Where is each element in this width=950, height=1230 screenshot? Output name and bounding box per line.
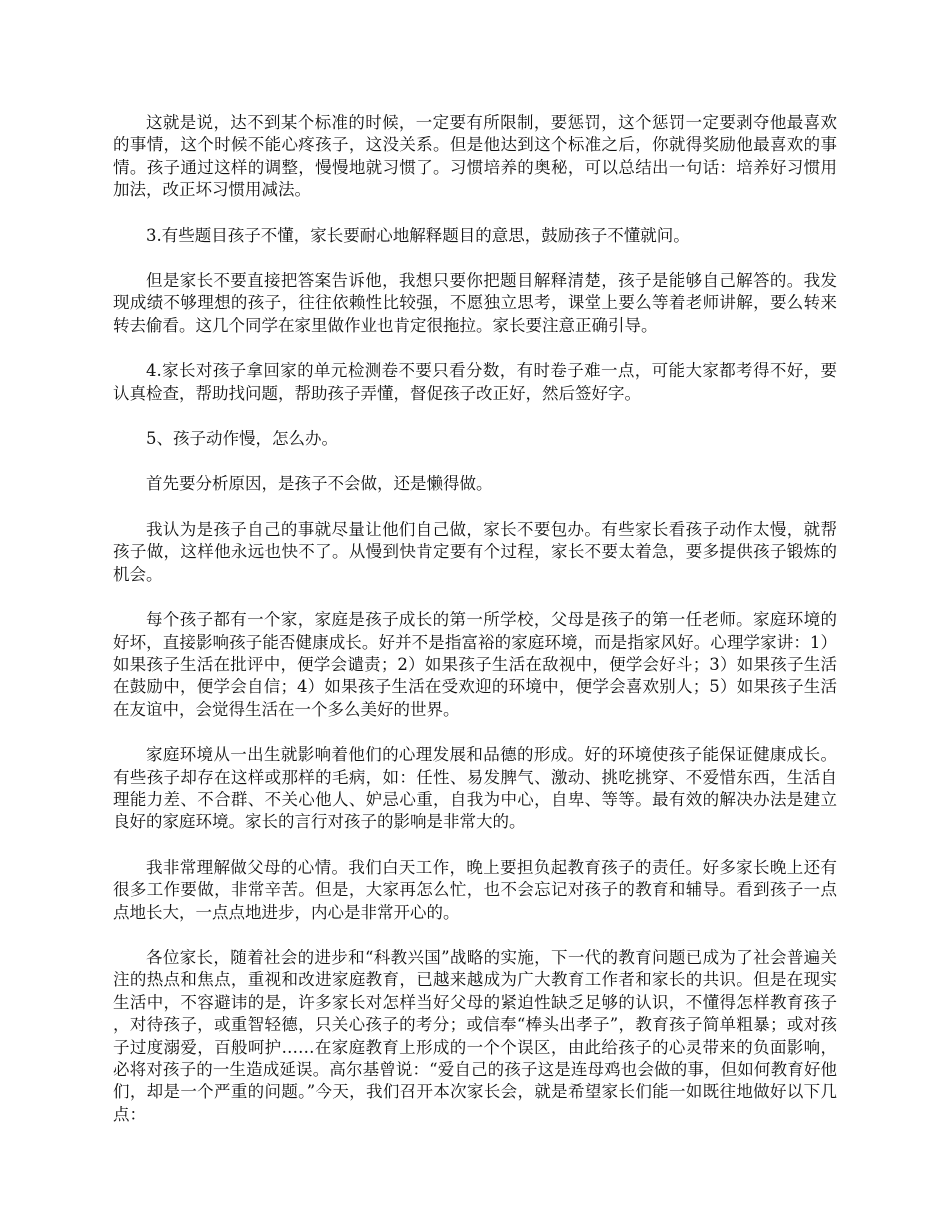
paragraph-parents-feelings: 我非常理解做父母的心情。我们白天工作，晚上要担负起教育孩子的责任。好多家长晚上还有很多工作要做，非常辛苦。但是，大家再怎么忙，也不会忘记对孩子的教育和辅导。看到孩子一点点地长大，一点点地进步，内心是非常开心的。 <box>113 857 837 922</box>
paragraph-family-school: 每个孩子都有一个家，家庭是孩子成长的第一所学校，父母是孩子的第一任老师。家庭环境的好坏，直接影响孩子能否健康成长。好并不是指富裕的家庭环境，而是指家风好。心理学家讲：1）如果孩子生活在批评中，便学会谴责；2）如果孩子生活在敌视中，便学会好斗；3）如果孩子生活在鼓励中，便学会自信；4）如果孩子生活在受欢迎的环境中，便学会喜欢别人；5）如果孩子生活在友谊中，会觉得生活在一个多么美好的世界。 <box>113 610 837 719</box>
paragraph-family-environment: 家庭环境从一出生就影响着他们的心理发展和品德的形成。好的环境使孩子能保证健康成长。有些孩子却存在这样或那样的毛病，如：任性、易发脾气、激动、挑吃挑穿、不爱惜东西，生活自理能力差、不合群、不关心他人、妒忌心重，自我为中心，自卑、等等。最有效的解决办法是建立良好的家庭环境。家长的言行对孩子的影响是非常大的。 <box>113 745 837 832</box>
paragraph-habit-reward: 这就是说，达不到某个标准的时候，一定要有所限制，要惩罚，这个惩罚一定要剥夺他最喜欢的事情，这个时候不能心疼孩子，这没关系。但是他达到这个标准之后，你就得奖励他最喜欢的事情。孩子通过这样的调整，慢慢地就习惯了。习惯培养的奥秘，可以总结出一句话：培养好习惯用加法，改正坏习惯用减法。 <box>113 113 837 200</box>
paragraph-explain-question: 但是家长不要直接把答案告诉他，我想只要你把题目解释清楚，孩子是能够自己解答的。我发现成绩不够理想的孩子，往往依赖性比较强，不愿独立思考，课堂上要么等着老师讲解，要么转来转去偷看。这几个同学在家里做作业也肯定很拖拉。家长要注意正确引导。 <box>113 271 837 335</box>
paragraph-point-4: 4.家长对孩子拿回家的单元检测卷不要只看分数，有时卷子难一点，可能大家都考得不好，要认真检查，帮助找问题，帮助孩子弄懂，督促孩子改正好，然后签好字。 <box>113 361 837 403</box>
paragraph-point-5: 5、孩子动作慢，怎么办。 <box>146 429 338 449</box>
paragraph-dear-parents: 各位家长，随着社会的进步和“科教兴国”战略的实施，下一代的教育问题已成为了社会普遍关注的热点和焦点，重视和改进家庭教育，已越来越成为广大教育工作者和家长的共识。但是在现实生活中，不容避讳的是，许多家长对怎样当好父母的紧迫性缺乏足够的认识，不懂得怎样教育孩子，对待孩子，或重智轻德，只关心孩子的考分；或信奉“棒头出孝子”，教育孩子简单粗暴；或对孩子过度溺爱，百般呵护……在家庭教育上形成的一个个误区，由此给孩子的心灵带来的负面影响，必将对孩子的一生造成延误。高尔基曾说：“爱自己的孩子这是连母鸡也会做的事，但如何教育好他们，却是一个严重的问题。”今天，我们召开本次家长会，就是希望家长们能一如既往地做好以下几点： <box>113 947 837 1124</box>
paragraph-self-reliance: 我认为是孩子自己的事就尽量让他们自己做，家长不要包办。有些家长看孩子动作太慢，就帮孩子做，这样他永远也快不了。从慢到快肯定要有个过程，家长不要太着急，要多提供孩子锻炼的机会。 <box>113 519 837 584</box>
paragraph-analyze-reason: 首先要分析原因，是孩子不会做，还是懒得做。 <box>146 474 493 494</box>
paragraph-point-3: 3.有些题目孩子不懂，家长要耐心地解释题目的意思，鼓励孩子不懂就问。 <box>146 225 690 245</box>
document-body <box>113 112 837 1126</box>
